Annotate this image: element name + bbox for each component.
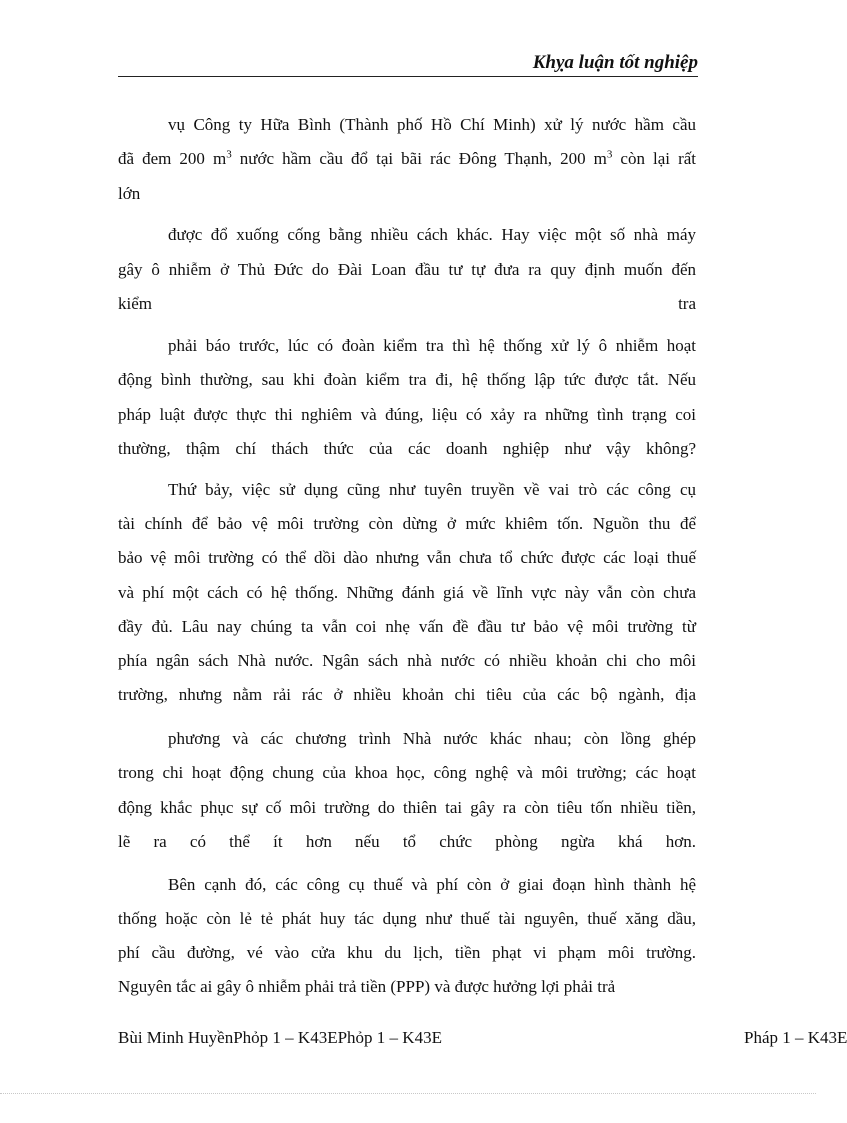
text-line: động bình thường, sau khi đoàn kiểm tra đi, hệ thống lập tức được tắt. Nếu (118, 370, 696, 389)
footer-page-label: Pháp 1 – K43E (744, 1028, 847, 1047)
header-rule (118, 76, 698, 77)
text-line: phải báo trước, lúc có đoàn kiểm tra thì hệ thống xử lý ô nhiễm hoạt (168, 336, 696, 355)
text-segment: còn lại rất (612, 149, 697, 168)
text-line: thường, thậm chí thách thức của các doanh nghiệp như vậy không? (118, 439, 696, 458)
text-line: trong chi hoạt động chung của khoa học, công nghệ và môi trường; các hoạt (118, 763, 696, 782)
text-line: Nguyên tắc ai gây ô nhiễm phải trả tiền (PPP) và được hưởng lợi phải trả (118, 977, 616, 996)
text-line: động khắc phục sự cố môi trường do thiên tai gây ra còn tiêu tốn nhiều tiền, (118, 798, 696, 817)
text-line: lẽ ra có thể ít hơn nếu tổ chức phòng ngừa khá hơn. (118, 832, 696, 851)
text-line: và phí một cách có hệ thống. Những đánh giá về lĩnh vực này vẫn còn chưa (118, 583, 696, 602)
footer-author: Bùi Minh HuyềnPhỏp 1 – K43EPhỏp 1 – K43E (118, 1028, 442, 1047)
text-line: lớn (118, 184, 141, 203)
text-line (118, 148, 696, 170)
text-line: thống hoặc còn lẻ tẻ phát huy tác dụng như thuế tài nguyên, thuế xăng dầu, (118, 909, 696, 928)
text-line: trường, nhưng nằm rải rác ở nhiều khoản chi tiêu của các bộ ngành, địa (118, 685, 696, 704)
text-line: kiểm tra (118, 294, 696, 313)
text-line: phương và các chương trình Nhà nước khác nhau; còn lồng ghép (168, 729, 696, 748)
text-line: bảo vệ môi trường có thể dồi dào nhưng vẫn chưa tổ chức được các loại thuế (118, 548, 696, 567)
text-line: đầy đủ. Lâu nay chúng ta vẫn coi nhẹ vấn đề đầu tư bảo vệ môi trường từ (118, 617, 696, 636)
text-segment: đã đem 200 m (118, 149, 227, 168)
text-line: Bên cạnh đó, các công cụ thuế và phí còn ở giai đoạn hình thành hệ (168, 875, 696, 894)
text-line: pháp luật được thực thi nghiêm và đúng, liệu có xảy ra những tình trạng coi (118, 405, 696, 424)
text-line: gây ô nhiễm ở Thủ Đức do Đài Loan đầu tư tự đưa ra quy định muốn đến (118, 260, 696, 279)
header-title: Khỵa luận tốt nghiệp (532, 52, 698, 73)
text-line: vụ Công ty Hữa Bình (Thành phố Hồ Chí Minh) xử lý nước hầm cầu (168, 115, 696, 134)
text-line: tài chính để bảo vệ môi trường còn dừng ở mức khiêm tốn. Nguồn thu để (118, 514, 696, 533)
text-line: Thứ bảy, việc sử dụng cũng như tuyên truyền về vai trò các công cụ (168, 480, 696, 499)
text-line: phía ngân sách Nhà nước. Ngân sách nhà nước có nhiều khoản chi cho môi (118, 651, 696, 670)
superscript: 3 (606, 148, 613, 161)
superscript: 3 (226, 148, 232, 161)
page-bottom-edge (0, 1093, 816, 1094)
text-line: được đổ xuống cống bằng nhiều cách khác. Hay việc một số nhà máy (168, 225, 696, 244)
text-segment: nước hầm cầu đổ tại bãi rác Đông Thạnh, 200 m (231, 149, 607, 168)
text-line: phí cầu đường, vé vào cửa khu du lịch, tiền phạt vi phạm môi trường. (118, 943, 696, 962)
